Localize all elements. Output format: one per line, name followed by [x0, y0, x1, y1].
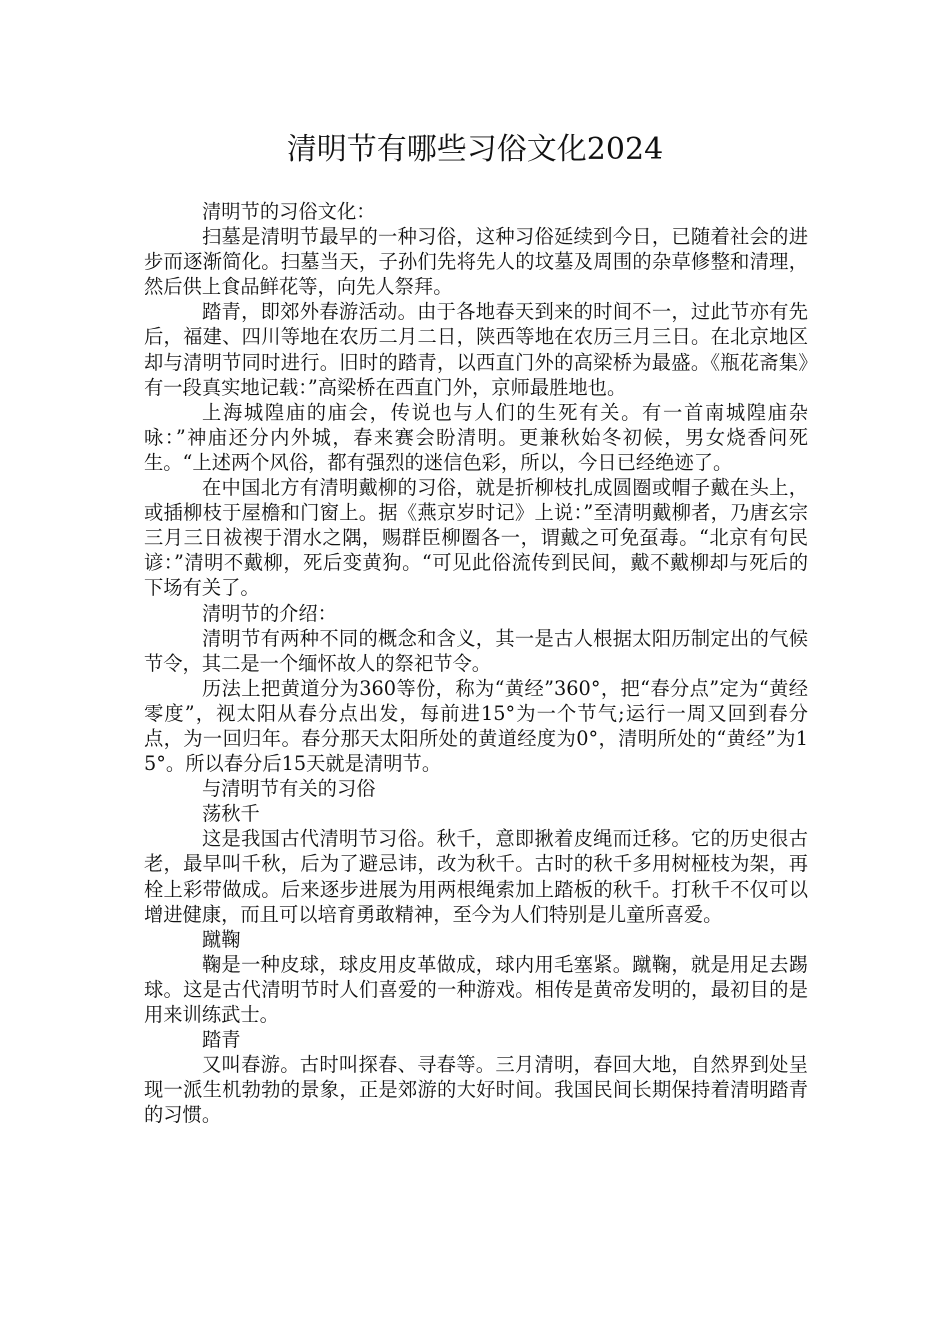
- body-paragraph: 在中国北方有清明戴柳的习俗，就是折柳枝扎成圆圈或帽子戴在头上，或插柳枝于屋檐和门窗上。据《燕京岁时记》上说：”至清明戴柳者，乃唐玄宗三月三日祓禊于渭水之隅，赐群臣柳圈各一，谓戴之可免虿毒。“北京有句民谚：”清明不戴柳，死后变黄狗。“可见此俗流传到民间，戴不戴柳却与死后的下场有关了。: [144, 476, 808, 600]
- body-paragraph: 清明节有两种不同的概念和含义，其一是古人根据太阳历制定出的气候节令，其二是一个缅怀故人的祭祀节令。: [144, 626, 808, 675]
- body-paragraph: 踏青，即郊外春游活动。由于各地春天到来的时间不一，过此节亦有先后，福建、四川等地在农历二月二日，陕西等地在农历三月三日。在北京地区却与清明节同时进行。旧时的踏青，以西直门外的高梁桥为最盛。《瓶花斋集》有一段真实地记载：”高梁桥在西直门外，京师最胜地也。: [144, 300, 808, 399]
- body-paragraph: 扫墓是清明节最早的一种习俗，这种习俗延续到今日，已随着社会的进步而逐渐简化。扫墓当天，子孙们先将先人的坟墓及周围的杂草修整和清理，然后供上食品鲜花等，向先人祭拜。: [144, 225, 808, 299]
- body-paragraph: 与清明节有关的习俗: [202, 777, 376, 801]
- body-paragraph: 又叫春游。古时叫探春、寻春等。三月清明，春回大地，自然界到处呈现一派生机勃勃的景象，正是郊游的大好时间。我国民间长期保持着清明踏青的习惯。: [144, 1053, 808, 1127]
- body-paragraph: 上海城隍庙的庙会，传说也与人们的生死有关。有一首南城隍庙杂咏：”神庙还分内外城，春来赛会盼清明。更兼秋始冬初候，男女烧香问死生。“上述两个风俗，都有强烈的迷信色彩，所以，今日已经绝迹了。: [144, 400, 808, 474]
- body-paragraph: 历法上把黄道分为360等份，称为“黄经”360°，把“春分点”定为“黄经零度”，视太阳从春分点出发，每前进15°为一个节气;运行一周又回到春分点，为一回归年。春分那天太阳所处的黄道经度为0°，清明所处的“黄经”为15°。所以春分后15天就是清明节。: [144, 676, 808, 776]
- body-paragraph: 蹴鞠: [202, 927, 241, 951]
- body-paragraph: 踏青: [202, 1028, 241, 1052]
- document-title: 清明节有哪些习俗文化2024: [286, 132, 664, 167]
- body-paragraph: 清明节的介绍：: [202, 601, 337, 625]
- body-paragraph: 清明节的习俗文化：: [202, 200, 376, 223]
- body-paragraph: 鞠是一种皮球，球皮用皮革做成，球内用毛塞紧。蹴鞠，就是用足去踢球。这是古代清明节时人们喜爱的一种游戏。相传是黄帝发明的，最初目的是用来训练武士。: [144, 952, 808, 1026]
- body-paragraph: 荡秋千: [202, 802, 260, 826]
- body-paragraph: 这是我国古代清明节习俗。秋千，意即揪着皮绳而迁移。它的历史很古老，最早叫千秋，后为了避忌讳，改为秋千。古时的秋千多用树桠枝为架，再栓上彩带做成。后来逐步进展为用两根绳索加上踏板的秋千。打秋千不仅可以增进健康，而且可以培育勇敢精神，至今为人们特别是儿童所喜爱。: [144, 827, 808, 926]
- document-body: [144, 199, 808, 1127]
